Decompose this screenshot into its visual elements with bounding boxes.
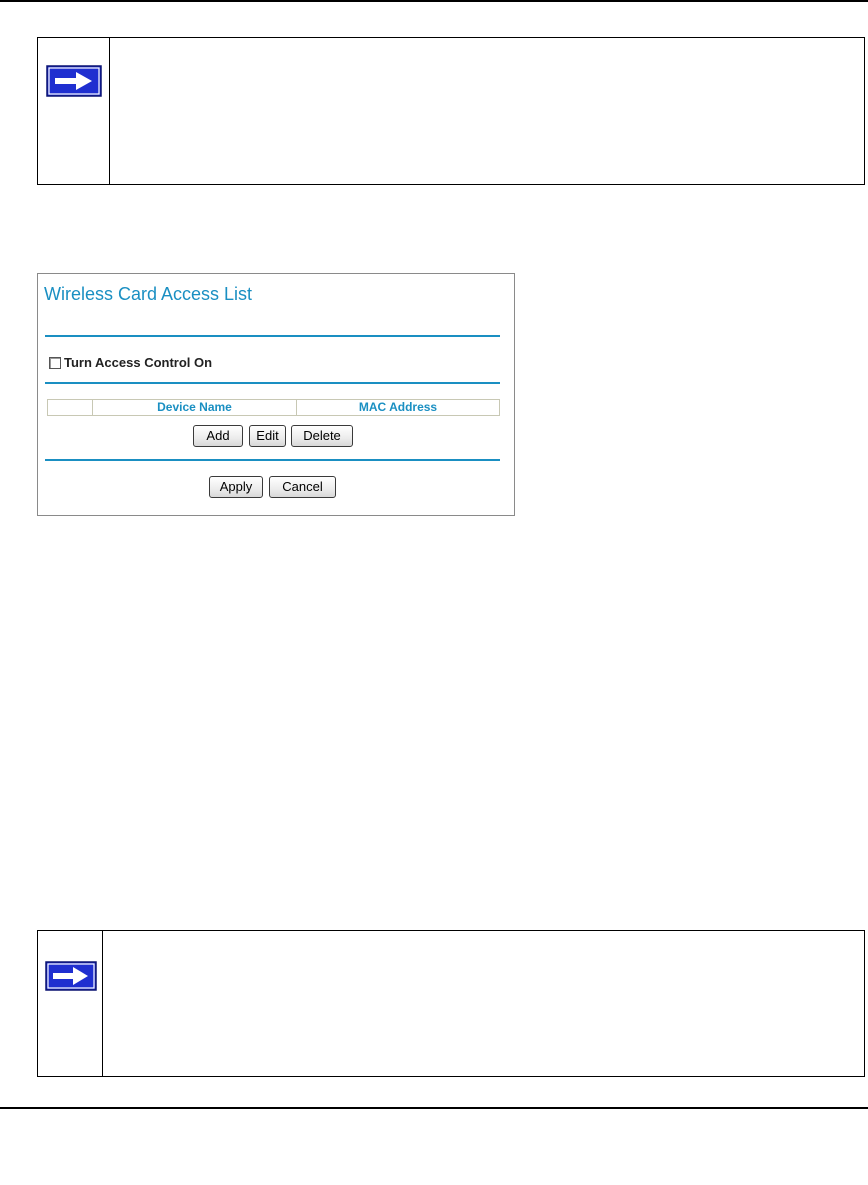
edit-button[interactable]: Edit xyxy=(249,425,286,447)
note-box-bottom xyxy=(37,930,865,1077)
table-header-mac-address: MAC Address xyxy=(297,400,499,415)
device-table-header xyxy=(47,399,500,416)
checkbox-divider xyxy=(45,382,500,384)
right-arrow-icon xyxy=(45,961,97,991)
title-divider xyxy=(45,335,500,337)
apply-button[interactable]: Apply xyxy=(209,476,263,498)
delete-button[interactable]: Delete xyxy=(291,425,353,447)
actions-divider xyxy=(45,459,500,461)
note-divider xyxy=(109,38,110,184)
table-header-select xyxy=(48,400,93,415)
footer-rule xyxy=(0,1107,868,1109)
access-control-row[interactable] xyxy=(49,355,212,370)
access-control-label: Turn Access Control On xyxy=(64,355,213,370)
note-box-top xyxy=(37,37,865,185)
header-rule xyxy=(0,0,868,2)
add-button[interactable]: Add xyxy=(193,425,243,447)
table-header-device-name: Device Name xyxy=(93,400,297,415)
access-control-checkbox[interactable] xyxy=(49,357,61,369)
cancel-button[interactable]: Cancel xyxy=(269,476,336,498)
note-divider xyxy=(102,931,103,1076)
panel-title: Wireless Card Access List xyxy=(44,284,253,304)
right-arrow-icon xyxy=(46,65,102,97)
access-list-panel xyxy=(37,273,515,516)
